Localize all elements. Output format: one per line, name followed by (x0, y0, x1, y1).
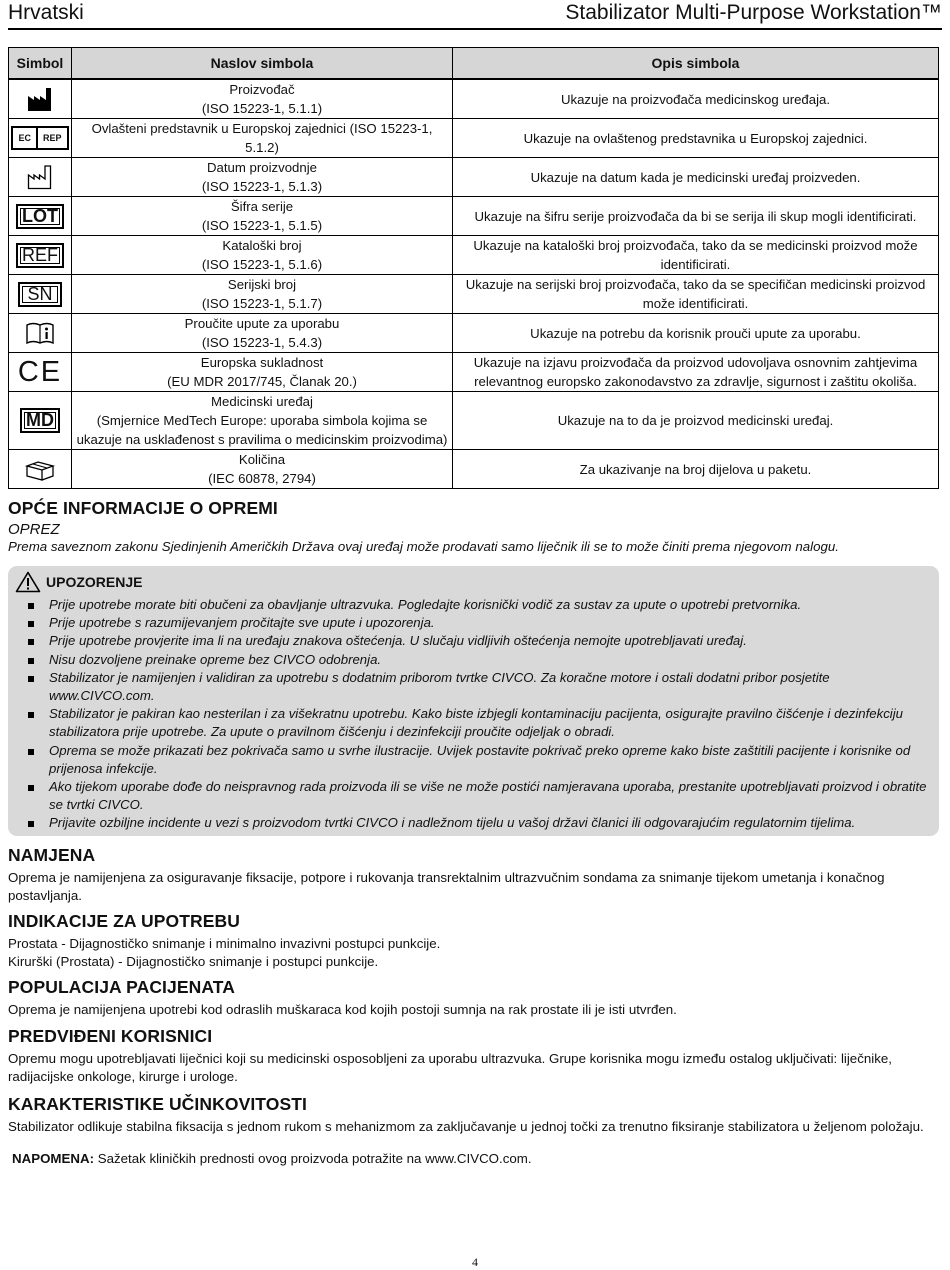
note (12, 1150, 940, 1168)
note-label: NAPOMENA: (12, 1151, 94, 1166)
symbol-standard: (ISO 15223-1, 5.1.3) (201, 179, 323, 194)
ec-label: EC (13, 128, 38, 148)
general-info-section (8, 498, 940, 556)
purpose-heading: NAMJENA (8, 845, 96, 865)
symbol-title: Medicinski uređaj (211, 394, 313, 409)
symbol-standard: (Smjernice MedTech Europe: uporaba simbola kojima se ukazuje na usklađenost s pravilima o medicinskim proizvodima) (76, 413, 448, 447)
list-item: Prije upotrebe morate biti obučeni za obavljanje ultrazvuka. Pogledajte korisnički vodič za sustav za upute o upotrebi pretvornika. (8, 596, 939, 614)
table-row (9, 197, 939, 236)
users-section (8, 1026, 940, 1086)
ec-rep-icon (9, 126, 71, 150)
indications-line-1: Prostata - Dijagnostičko snimanje i minimalno invazivni postupci punkcije. (8, 936, 441, 951)
table-header-row (9, 48, 939, 80)
symbol-description: Za ukazivanje na broj dijelova u paketu. (453, 450, 939, 489)
header-product: Stabilizator Multi-Purpose Workstation™ (565, 1, 942, 24)
list-item: Prijavite ozbiljne incidente u vezi s proizvodom tvrtki CIVCO i nadležnom tijelu u vašoj državi članici ili odgovarajućim regulatornim tijelima. (8, 814, 939, 832)
symbol-standard: (ISO 15223-1, 5.1.5) (201, 218, 323, 233)
table-row (9, 158, 939, 197)
symbol-description: Ukazuje na potrebu da korisnik prouči upute za uporabu. (453, 314, 939, 353)
users-heading: PREDVIĐENI KORISNICI (8, 1026, 213, 1046)
warning-list (8, 596, 939, 833)
symbol-description: Ukazuje na kataloški broj proizvođača, tako da se medicinski proizvod može identificirati. (453, 236, 939, 275)
list-item: Oprema se može prikazati bez pokrivača samo u svrhe ilustracije. Uvijek postavite pokrivač preko opreme kako biste zaštitili pacijente i korisnike od prijenosa infekcije. (8, 742, 939, 778)
population-heading: POPULACIJA PACIJENATA (8, 977, 236, 997)
rep-label: REP (43, 133, 62, 143)
col-header-description: Opis simbola (453, 48, 939, 80)
indications-section (8, 911, 940, 971)
purpose-section (8, 845, 940, 905)
ref-icon: REF (16, 243, 64, 268)
symbol-title: Količina (238, 452, 286, 467)
page-number: 4 (472, 1255, 478, 1269)
table-row (9, 236, 939, 275)
instructions-icon (9, 321, 71, 345)
sn-icon: SN (18, 282, 61, 307)
table-row (9, 119, 939, 158)
col-header-title: Naslov simbola (72, 48, 453, 80)
symbol-standard: (ISO 15223-1, 5.4.3) (201, 335, 323, 350)
symbol-title: Ovlašteni predstavnik u Europskoj zajednici (ISO 15223-1, (91, 121, 433, 136)
header-language: Hrvatski (8, 1, 84, 24)
symbol-standard: (ISO 15223-1, 5.1.6) (201, 257, 323, 272)
population-section (8, 977, 940, 1019)
lot-icon: LOT (16, 204, 64, 229)
table-row (9, 450, 939, 489)
list-item: Ako tijekom uporabe dođe do neispravnog rada proizvoda ili se više ne može postići namjeravana uporaba, prestanite upotrebljavati proizvod i obratite se tvrtki CIVCO. (8, 778, 939, 814)
performance-text: Stabilizator odlikuje stabilna fiksacija s jednom rukom s mehanizmom za zaključavanje u jednoj točki za trenutno fiksiranje stabilizatora u željenom položaju. (8, 1119, 924, 1134)
symbol-description: Ukazuje na ovlaštenog predstavnika u Europskoj zajednici. (453, 119, 939, 158)
table-row (9, 275, 939, 314)
symbol-title: Proučite upute za uporabu (184, 316, 340, 331)
symbol-standard: 5.1.2) (245, 140, 279, 155)
page-header (8, 0, 942, 30)
performance-section (8, 1094, 940, 1136)
symbol-description: Ukazuje na šifru serije proizvođača da bi se serija ili skup mogli identificirati. (453, 197, 939, 236)
manufacturer-icon (9, 86, 71, 112)
symbol-standard: (EU MDR 2017/745, Članak 20.) (167, 374, 357, 389)
indications-heading: INDIKACIJE ZA UPOTREBU (8, 911, 240, 931)
symbol-description: Ukazuje na proizvođača medicinskog uređaja. (453, 79, 939, 119)
symbol-description: Ukazuje na to da je proizvod medicinski uređaj. (453, 392, 939, 450)
performance-heading: KARAKTERISTIKE UČINKOVITOSTI (8, 1094, 308, 1114)
list-item: Nisu dozvoljene preinake opreme bez CIVCO odobrenja. (8, 651, 939, 669)
symbol-standard: (ISO 15223-1, 5.1.7) (201, 296, 323, 311)
note-text: Sažetak kliničkih prednosti ovog proizvoda potražite na www.CIVCO.com. (97, 1151, 532, 1166)
table-row (9, 79, 939, 119)
warning-title: UPOZORENJE (46, 574, 143, 590)
symbol-table (8, 47, 939, 489)
symbol-title: Datum proizvodnje (207, 160, 317, 175)
list-item: Stabilizator je pakiran kao nesterilan i za višekratnu upotrebu. Kako biste izbjegli kontaminaciju pacijenta, osigurajte pravilno čišćenje i dezinfekciju stabilizatora prije upotrebe. Za upute o pravilnom čišćenju i dezinfekciji proučite odjeljak o obradi. (8, 705, 939, 741)
population-text: Oprema je namijenjena upotrebi kod odraslih muškaraca kod kojih postoji sumnja na rak prostate ili je isti utvrđen. (8, 1002, 677, 1017)
list-item: Prije upotrebe provjerite ima li na uređaju znakova oštećenja. U slučaju vidljivih oštećenja nemojte upotrebljavati uređaj. (8, 632, 939, 650)
purpose-text: Oprema je namijenjena za osiguravanje fiksacije, potpore i rukovanja transrektalnim ultrazvučnim sondama za snimanje tijekom umetanja i konačnog postavljanja. (8, 870, 885, 903)
list-item: Stabilizator je namijenjen i validiran za upotrebu s dodatnim priborom tvrtke CIVCO. Za koračne motore i ostali dodatni pribor posjetite www.CIVCO.com. (8, 669, 939, 705)
symbol-title: Šifra serije (230, 199, 294, 214)
symbol-title: Proizvođač (229, 82, 295, 97)
caution-text: Prema saveznom zakonu Sjedinjenih Američkih Država ovaj uređaj može prodavati samo liječnik ili se to može činiti prema njegovom nalogu. (8, 539, 839, 554)
symbol-description: Ukazuje na datum kada je medicinski uređaj proizveden. (453, 158, 939, 197)
symbol-standard: (ISO 15223-1, 5.1.1) (201, 101, 323, 116)
symbol-standard: (IEC 60878, 2794) (208, 471, 316, 486)
col-header-symbol: Simbol (9, 48, 72, 80)
symbol-description: Ukazuje na serijski broj proizvođača, tako da se specifičan medicinski proizvod može identificirati. (453, 275, 939, 314)
table-row (9, 392, 939, 450)
quantity-box-icon (9, 457, 71, 481)
table-row (9, 353, 939, 392)
indications-line-2: Kirurški (Prostata) - Dijagnostičko snimanje i postupci punkcije. (8, 954, 379, 969)
caution-label: OPREZ (8, 521, 60, 538)
list-item: Prije upotrebe s razumijevanjem pročitajte sve upute i upozorenja. (8, 614, 939, 632)
table-row (9, 314, 939, 353)
symbol-title: Europska sukladnost (200, 355, 324, 370)
warning-box (8, 566, 939, 836)
symbol-title: Serijski broj (227, 277, 297, 292)
manufacture-date-icon (9, 164, 71, 190)
ce-mark-icon: CE (17, 355, 63, 388)
symbol-title: Kataloški broj (222, 238, 302, 253)
general-info-heading: OPĆE INFORMACIJE O OPREMI (8, 498, 278, 518)
md-icon: MD (20, 408, 60, 433)
users-text: Opremu mogu upotrebljavati liječnici koji su medicinski osposobljeni za uporabu ultrazvuka. Grupe korisnika mogu između ostalog uključivati: liječnike, radijacijske onkologe, kirurge i urologe. (8, 1051, 892, 1084)
warning-icon (15, 571, 41, 593)
symbol-description: Ukazuje na izjavu proizvođača da proizvod udovoljava osnovnim zahtjevima relevantnog europsko zakonodavstvo za zdravlje, sigurnost i zaštitu okoliša. (453, 353, 939, 392)
